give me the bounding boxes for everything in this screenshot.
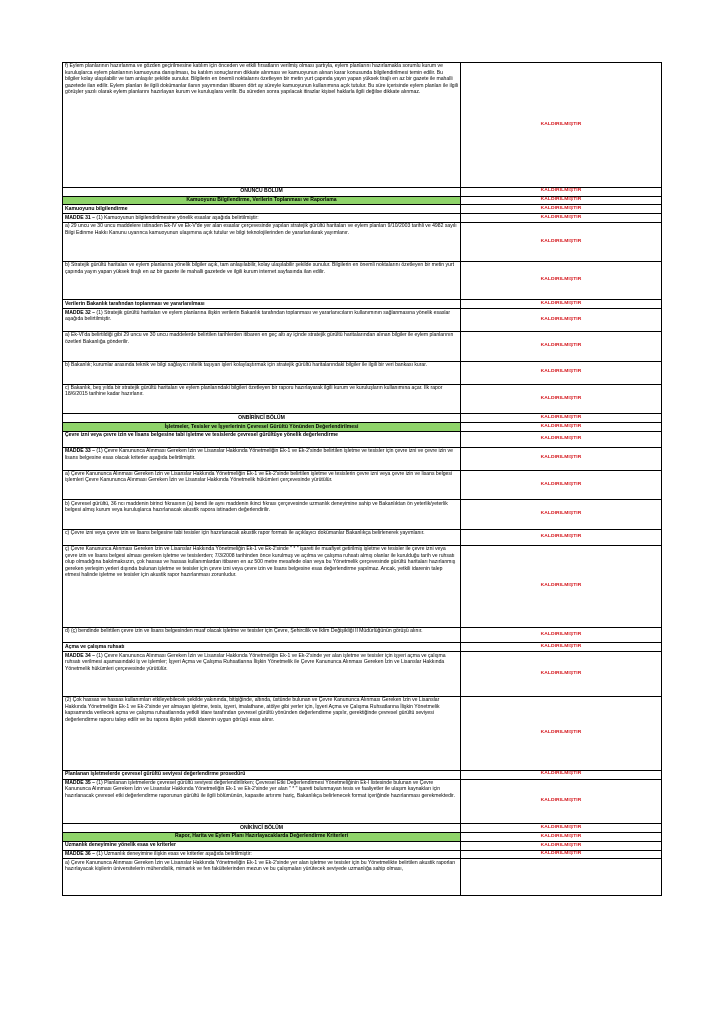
regulation-text-cell — [63, 63, 461, 188]
regulation-text: (1) Çevre Kanununca Alınması Gereken İzin ve Lisanslar Hakkında Yönetmeliğin Ek-1 ve Ek-2'sinde belirtilen işletme ve tesisler için çevre izni ve çevre izin ve lisans belgesine esas olacak kriterler aşağıda belirtilmiştir. — [65, 448, 453, 461]
status-cell: KALDIRILMIŞTIR — [461, 261, 662, 300]
status-cell: KALDIRILMIŞTIR — [461, 63, 662, 188]
regulation-text-cell — [63, 833, 461, 842]
table-row — [63, 414, 662, 423]
status-cell: KALDIRILMIŞTIR — [461, 300, 662, 309]
regulation-text-cell — [63, 841, 461, 850]
status-cell: KALDIRILMIŞTIR — [461, 431, 662, 447]
table-row — [63, 361, 662, 384]
regulation-text: a) Ek-VI'da belirtildiği gibi 29 uncu ve 30 uncu maddelerde belirtilen tarihlerden itibaren en geç altı ay içinde stratejik gürültü haritalarından alınan bilgiler ile eylem planlarının özetleri Bakanlığa gönderilir. — [65, 332, 454, 345]
table-row — [63, 841, 662, 850]
regulation-text-cell — [63, 643, 461, 652]
regulation-text: b) Stratejik gürültü haritaları ve eylem planlarına yönelik bilgiler açık, tam anlaşılabilir, kolay ulaşılabilir şekilde sunulur. Bilgilerin en önemli noktalarını özetleyen bir metin yurt çapında yayın yapan yüksek tirajlı en az bir gazete ile mahalli gazetede ve ilgili kurum internet sayfasında ilan edilir. — [65, 262, 455, 275]
regulation-text: f) Eylem planlarının hazırlanma ve gözden geçirilmesine katılım için önceden ve etkili fırsatların verilmiş olması şartıyla, eylem planlarını hazırlamakla sorumlu kurum ve kuruluşlarca eylem planlarının kamuoyuna danışılması, bu katılım sonuçlarının dikkate alınması ve kamuoyunun alınan karar konusunda bilgilendirilmesi temin edilir. Bu bilgiler kolay ulaşılabilir ve tam anlaşılır şekilde sunulur. Bilgilerin en önemli noktalarını özetleyen bir metin yurt çapında yayın yapan yüksek tirajlı en az bir gazete ile mahalli gazetede ilan edilir. Eylem planları ile ilgili dokümanlar ilanın yayımından itibaren dört ay süreyle kamuoyunun kullanımına açık tutulur. Bu süre içerisinde eylem planları ile ilgili görüşler yazılı olarak eylem planlarını hazırlayan kurum ve kuruluşlara verilir. Bu süreden sonra yapılacak itirazlar kişisel haklarla ilgili değilse dikkate alınmaz. — [65, 63, 458, 96]
regulation-text-cell — [63, 859, 461, 896]
table-row — [63, 300, 662, 309]
table-row — [63, 332, 662, 362]
regulation-text: b) Bakanlık; kurumlar arasında teknik ve bilgi sağlayıcı nitelik taşıyan işleri kolaylaştırmak için stratejik gürültü haritalarındaki bilgiler ile ilgili bir veri bankası kurar. — [65, 362, 428, 369]
status-cell: KALDIRILMIŞTIR — [461, 841, 662, 850]
status-cell: KALDIRILMIŞTIR — [461, 643, 662, 652]
table-row — [63, 384, 662, 414]
regulation-text: (1) Uzmanlık deneyimine ilişkin esas ve kriterler aşağıda belirtilmiştir: — [95, 851, 252, 858]
table-row — [63, 423, 662, 432]
status-cell: KALDIRILMIŞTIR — [461, 824, 662, 833]
table-row — [63, 431, 662, 447]
status-cell: KALDIRILMIŞTIR — [461, 214, 662, 223]
table-row — [63, 222, 662, 261]
status-cell: KALDIRILMIŞTIR — [461, 500, 662, 530]
status-cell: KALDIRILMIŞTIR — [461, 222, 662, 261]
table-row — [63, 545, 662, 627]
status-cell: KALDIRILMIŞTIR — [461, 652, 662, 697]
table-row — [63, 530, 662, 546]
regulation-text: Çevre izni veya çevre izin ve lisans belgesine tabi işletme ve tesislerde çevresel gürültüye yönelik değerlendirme — [65, 432, 338, 439]
table-row — [63, 696, 662, 770]
regulation-text-cell — [63, 470, 461, 500]
table-row — [63, 643, 662, 652]
regulation-text-cell — [63, 414, 461, 423]
status-cell: KALDIRILMIŞTIR — [461, 470, 662, 500]
status-cell: KALDIRILMIŞTIR — [461, 833, 662, 842]
article-number: MADDE 31 – — [65, 214, 96, 221]
table-row — [63, 261, 662, 300]
regulation-text-cell — [63, 384, 461, 414]
regulation-text-cell — [63, 824, 461, 833]
regulation-text-cell — [63, 205, 461, 214]
status-cell: KALDIRILMIŞTIR — [461, 850, 662, 859]
status-cell: KALDIRILMIŞTIR — [461, 770, 662, 779]
table-row — [63, 187, 662, 196]
regulation-text-cell — [63, 850, 461, 859]
article-number: MADDE 36 – — [65, 851, 96, 858]
status-cell: KALDIRILMIŞTIR — [461, 332, 662, 362]
regulation-text: c) Bakanlık, beş yılda bir stratejik gürültü haritaları ve eylem planlarındaki bilgileri özetleyen bir raporu hazırlayarak ilgili kurum ve kuruluşların kullanımına açar. İlk rapor 18/6/2015 tarihine kadar hazırlanır. — [65, 384, 443, 398]
regulation-text: (1) Çevre Kanununca Alınması Gereken İzin ve Lisanslar Hakkında Yönetmeliğin Ek-1 ve Ek-2'sinde yer alan işletme ve tesisler için işyeri açma ve çalışma ruhsatı verilmesi aşamasındaki iş ve işlemler; İşyeri Açma ve Çalışma Ruhsatlarına İlişkin Yönetmelik ile Çevre Kanununca Alınması Gereken İzin ve Lisanslar Hakkında Yönetmelik hükümleri çerçevesinde yürütülür. — [65, 652, 446, 672]
article-number: MADDE 35 – — [65, 779, 96, 786]
regulation-text: Verilerin Bakanlık tarafından toplanması ve yararlanılması — [65, 300, 205, 307]
table-row — [63, 850, 662, 859]
article-number: MADDE 32 – — [65, 309, 96, 316]
table-row — [63, 770, 662, 779]
regulation-text-cell — [63, 696, 461, 770]
regulation-text-cell — [63, 530, 461, 546]
table-row — [63, 779, 662, 824]
regulation-text-cell — [63, 627, 461, 643]
regulation-text: a) Çevre Kanununca Alınması Gereken İzin ve Lisanslar Hakkında Yönetmeliğin Ek-1 ve Ek-2'sinde belirtilen işletme ve tesislerin çevre izni veya çevre izin ve lisans belgesi işlemleri Çevre Kanununca Alınması Gereken İzin ve Lisanslar Hakkında Yönetmelik hükümleri çerçevesinde yürütülür. — [65, 470, 453, 484]
status-cell: KALDIRILMIŞTIR — [461, 627, 662, 643]
regulation-text-cell — [63, 500, 461, 530]
article-number: MADDE 33 – — [65, 448, 96, 455]
status-cell: KALDIRILMIŞTIR — [461, 530, 662, 546]
table-row — [63, 214, 662, 223]
regulation-text: Açma ve çalışma ruhsatı — [65, 643, 125, 650]
regulation-text-cell — [63, 309, 461, 332]
regulation-text: c) Çevre izni veya çevre izin ve lisans belgesine tabi tesisler için hazırlanacak akustik rapor formatı ile açıklayıcı dokümanlar Bakanlıkça belirlenerek yayımlanır. — [65, 530, 425, 537]
regulation-text: ONBİRİNCİ BÖLÜM — [238, 414, 285, 421]
table-row — [63, 470, 662, 500]
regulation-table — [62, 62, 662, 896]
regulation-text: a) Çevre Kanununca Alınması Gereken İzin ve Lisanslar Hakkında Yönetmeliğin Ek-1 ve Ek-2'sinde yer alan işletme ve tesisler için bu Yönetmelikte belirtilen akustik raporları hazırlayacak kişilerin üniversitelerin mühendislik, mimarlık ve fen fakültelerinden mezun ve bu çalışmaları yürütecek seviyede uzmanlığa sahip olması, — [65, 859, 456, 873]
status-cell: KALDIRILMIŞTIR — [461, 423, 662, 432]
status-cell — [461, 859, 662, 896]
regulation-text: ç) Çevre Kanununca Alınması Gereken İzin ve Lisanslar Hakkında Yönetmeliğin Ek-1 ve Ek-2'sinde " * " işareti ile muafiyet getirilmiş işletme ve tesisler ile çevre izni veya çevre izin ve lisans belgesi alması gereken işletme ve tesislerden; 7/3/2008 tarihinden önce kurulmuş ve açılma ve çalışma ruhsatı almış olanlar ile kurulduğu tarih ve ruhsatı olup olmadığına bakılmaksızın, çok hassas ve hassas kullanımlardan itibaren en az 500 metre mesafede olan veya bu Yönetmelik çerçevesinde gürültü haritaları hazırlanmış gereken yerleşim yerleri dışında bulunan işletme ve tesisler için çevre izni veya çevre izin ve lisans belgesine esas değerlendirme yapılmaz. Ancak, yetkili idarenin talep etmesi halinde işletme ve tesisler için akustik rapor hazırlanması zorunludur. — [65, 546, 456, 579]
regulation-text-cell — [63, 770, 461, 779]
table-row — [63, 859, 662, 896]
table-row — [63, 627, 662, 643]
regulation-text-cell — [63, 431, 461, 447]
table-row — [63, 196, 662, 205]
status-cell: KALDIRILMIŞTIR — [461, 187, 662, 196]
regulation-text-cell — [63, 545, 461, 627]
article-number: MADDE 34 – — [65, 652, 96, 659]
regulation-text-cell — [63, 361, 461, 384]
table-row — [63, 833, 662, 842]
table-row — [63, 652, 662, 697]
table-row — [63, 205, 662, 214]
status-cell: KALDIRILMIŞTIR — [461, 545, 662, 627]
regulation-text-cell — [63, 332, 461, 362]
regulation-text-cell — [63, 187, 461, 196]
regulation-text: (2) Çok hassas ve hassas kullanımları etkileyebilecek şekilde yakınında, bitişiğinde, altında, üstünde bulunan ve Çevre Kanununca Alınması Gereken İzin ve Lisanslar Hakkında Yönetmeliğin Ek-1 ve Ek-2'sinde yer almayan işletme, tesis, işyeri, imalathane, atölye gibi yerler için, İşyeri Açma ve Çalışma Ruhsatlarına İlişkin Yönetmelik kapsamında verilecek açma ve çalışma ruhsatlarında yetkili idare tarafından çevresel gürültü yönünden değerlendirme yapılır, gerektiğinde çevresel gürültü seviyesi değerlendirme raporu talep edilir ve bu rapora ilişkin yetkili idarenin uygun görüşü esas alınır. — [65, 697, 440, 723]
table-row — [63, 309, 662, 332]
table-row — [63, 63, 662, 188]
regulation-text: d) (ç) bendinde belirtilen çevre izin ve lisans belgesinden muaf olacak işletme ve tesisler için Çevre, Şehircilik ve İklim Değişikliği İl Müdürlüğünün görüşü alınır. — [65, 628, 423, 635]
regulation-text-cell — [63, 196, 461, 205]
regulation-text: (1) Kamuoyunun bilgilendirilmesine yönelik esaslar aşağıda belirtilmiştir: — [95, 214, 259, 221]
status-cell: KALDIRILMIŞTIR — [461, 414, 662, 423]
regulation-text: İşletmeler, Tesisler ve İşyerlerinin Çevresel Gürültü Yönünden Değerlendirilmesi — [164, 423, 359, 430]
table-row — [63, 500, 662, 530]
status-cell: KALDIRILMIŞTIR — [461, 196, 662, 205]
status-cell: KALDIRILMIŞTIR — [461, 696, 662, 770]
regulation-text-cell — [63, 214, 461, 223]
regulation-text-cell — [63, 779, 461, 824]
regulation-text-cell — [63, 447, 461, 470]
table-row — [63, 447, 662, 470]
regulation-text: Rapor, Harita ve Eylem Planı Hazırlayacaklarda Değerlendirme Kriterleri — [175, 833, 348, 840]
regulation-text-cell — [63, 423, 461, 432]
table-row — [63, 824, 662, 833]
regulation-text: a) 29 uncu ve 30 uncu maddelere istinaden Ek-IV ve Ek-V'de yer alan esaslar çerçevesinde yapılan stratejik gürültü haritaları ve eylem planları 9/10/2003 tarihli ve 4982 sayılı Bilgi Edinme Hakkı Kanunu uyarınca kamuoyunun ulaşımına açık tutulur ve bilgi teknolojilerinden de yararlanılarak yayımlanır. — [65, 223, 457, 236]
status-cell: KALDIRILMIŞTIR — [461, 205, 662, 214]
status-cell: KALDIRILMIŞTIR — [461, 447, 662, 470]
status-cell: KALDIRILMIŞTIR — [461, 309, 662, 332]
regulation-text: Uzmanlık deneyimine yönelik esas ve kriterler — [65, 842, 176, 849]
regulation-text-cell — [63, 300, 461, 309]
regulation-text-cell — [63, 222, 461, 261]
regulation-text: Kamuoyunu bilgilendirme — [65, 205, 128, 212]
regulation-text: Planlanan işletmelerde çevresel gürültü seviyesi değerlendirme prosedürü — [65, 771, 246, 778]
regulation-text-cell — [63, 261, 461, 300]
status-cell: KALDIRILMIŞTIR — [461, 384, 662, 414]
regulation-text-cell — [63, 652, 461, 697]
status-cell: KALDIRILMIŞTIR — [461, 779, 662, 824]
regulation-text: (1) Stratejik gürültü haritaları ve eylem planlarına ilişkin verilerin Bakanlık tarafından toplanması ve yararlanıcıların kullanımının sağlanmasına yönelik esaslar aşağıda belirtilmiştir. — [65, 309, 451, 323]
status-cell: KALDIRILMIŞTIR — [461, 361, 662, 384]
regulation-text: ONUNCU BÖLÜM — [240, 188, 283, 195]
regulation-text: (1) Planlanan işletmelerde çevresel gürültü seviyesi değerlendirilirken; Çevresel Etki Değerlendirmesi Yönetmeliğinin Ek-I listesinde bulunan ve Çevre Kanununca Alınması Gereken İzin ve Lisanslar Hakkında Yönetmeliğin Ek-1 ve Ek-2'sinde yer alan " * " işareti bulunmayan tesis ve faaliyetler ile ulaşım kaynakları için hazırlanacak çevresel etki değerlendirme raporunun gürültü ile ilgili bölümünün, kapasite artırımı hariç, Bakanlıkça belirlenecek format içeriğinde hazırlanması gerekmektedir. — [65, 779, 455, 799]
regulation-table-body — [63, 63, 662, 896]
regulation-text: b) Çevresel gürültü, 36 ncı maddenin birinci fıkrasının (a) bendi ile aynı maddenin ikinci fıkrası çerçevesinde uzmanlık deneyimine sahip ve Bakanlıktan ön yeterlik/yeterlik belgesi almış kurum veya kuruluşlarca hazırlanacak akustik rapora istinaden değerlendirilir. — [65, 500, 448, 514]
regulation-text: Kamuoyunu Bilgilendirme, Verilerin Toplanması ve Raporlama — [186, 196, 337, 203]
regulation-text: ONİKİNCİ BÖLÜM — [239, 824, 283, 831]
